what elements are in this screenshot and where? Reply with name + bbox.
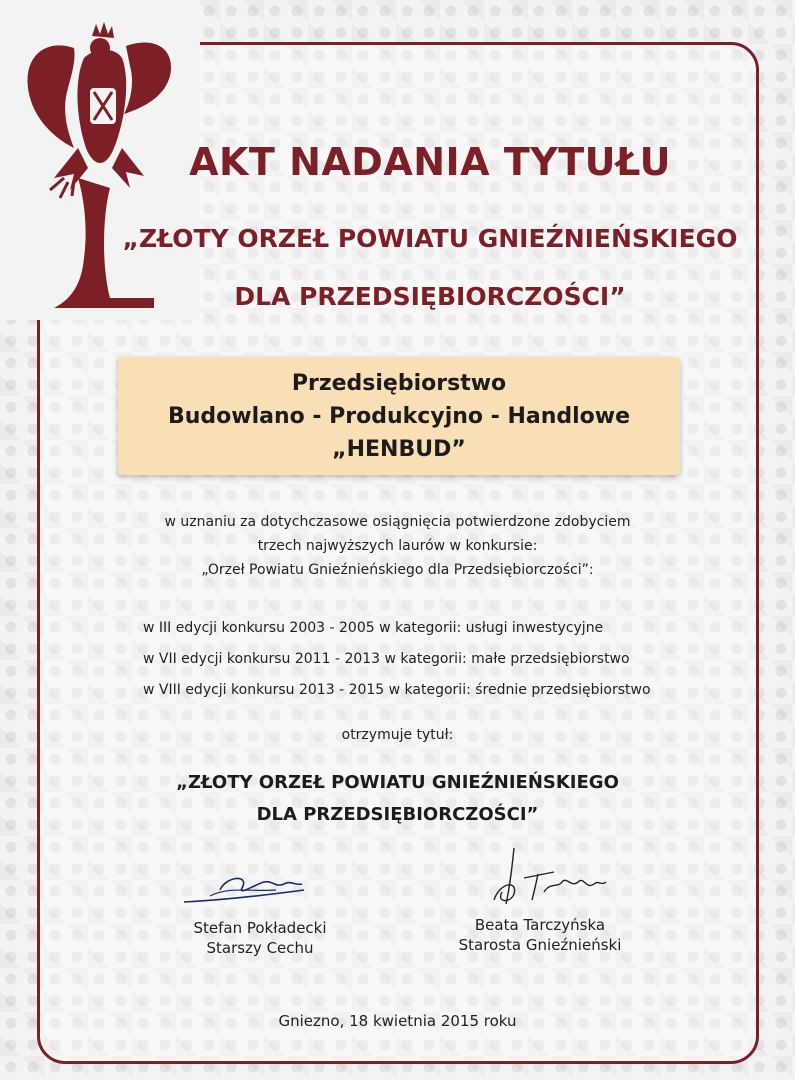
intro-line: w uznaniu za dotychczasowe osiągnięcia potwierdzone zdobyciem [164,514,631,530]
award-title [100,767,695,831]
intro-text [100,510,695,582]
intro-line: trzech najwyższych laurów w konkursie: [257,538,538,554]
certificate-subtitle [120,210,740,326]
place-date: Gniezno, 18 kwietnia 2015 roku [278,1012,517,1030]
signer-name: Stefan Pokładecki [193,919,327,937]
receives-text: otrzymuje tytuł: [341,727,454,743]
certificate-title: AKT NADANIA TYTUŁU [189,140,671,184]
intro-line: „Orzeł Powiatu Gnieźnieńskiego dla Przedsiębiorczości”: [201,562,594,578]
subtitle-line: „ZŁOTY ORZEŁ POWIATU GNIEŹNIEŃSKIEGO [122,224,738,253]
signer-role: Starosta Gnieźnieński [458,936,622,954]
signature-left-icon [180,866,320,910]
edition-item: w VII edycji konkursu 2011 - 2013 w kategorii: małe przedsiębiorstwo [143,651,630,667]
subtitle-line: DLA PRZEDSIĘBIORCZOŚCI” [234,282,626,311]
editions-list [143,613,703,706]
company-line: „HENBUD” [332,437,466,462]
signature-block-right [430,915,650,955]
award-line: „ZŁOTY ORZEŁ POWIATU GNIEŹNIEŃSKIEGO [176,772,619,793]
signer-name: Beata Tarczyńska [474,916,606,934]
edition-item: w III edycji konkursu 2003 - 2005 w kategorii: usługi inwestycyjne [143,620,604,636]
company-name-box [118,357,680,475]
signature-block-left [150,918,370,958]
edition-item: w VIII edycji konkursu 2013 - 2015 w kategorii: średnie przedsiębiorstwo [143,682,651,698]
award-line: DLA PRZEDSIĘBIORCZOŚCI” [256,804,539,825]
company-line: Budowlano - Produkcyjno - Handlowe [167,404,631,429]
company-line: Przedsiębiorstwo [291,371,507,396]
signature-right-icon [484,842,614,912]
signer-role: Starszy Cechu [206,939,314,957]
